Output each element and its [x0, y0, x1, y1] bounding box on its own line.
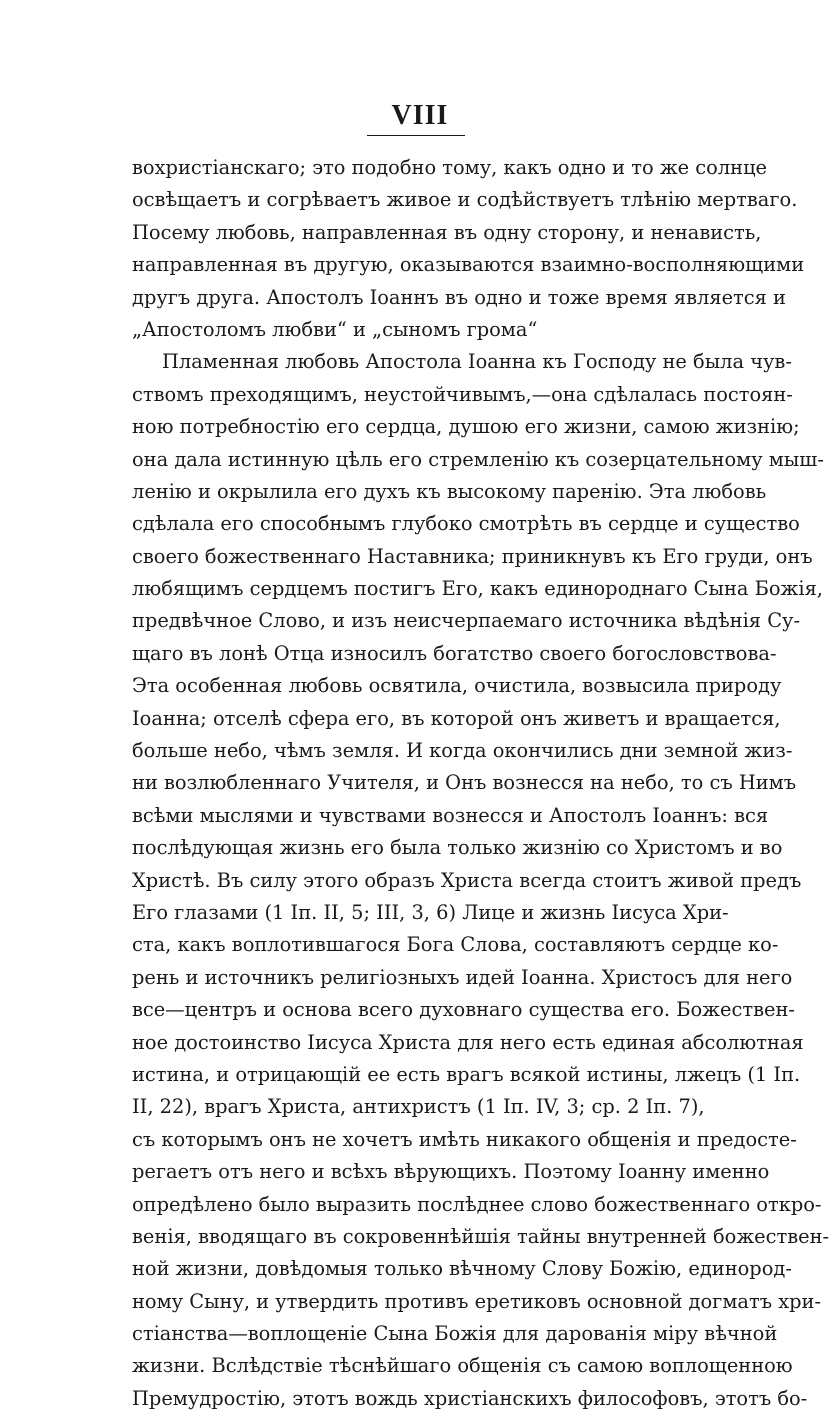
text-line: венія, вводящаго въ сокровеннѣйшія тайны внутренней божествен-: [132, 1224, 830, 1248]
text-line: ною потребностію его сердца, душою его жизни, самою жизнію;: [132, 415, 800, 439]
header-rule: [367, 135, 465, 136]
text-line: сдѣлала его способнымъ глубоко смотрѣть въ сердце и существо: [132, 512, 800, 536]
text-line: стіанства—воплощеніе Сына Божія для дарованія міру вѣчной: [132, 1322, 778, 1346]
text-line: ста, какъ воплотившагося Бога Слова, составляютъ сердце ко-: [132, 933, 779, 957]
text-line: Посему любовь, направленная въ одну сторону, и ненависть,: [132, 220, 762, 244]
text-line: предвѣчное Слово, и изъ неисчерпаемаго источника вѣдѣнія Су-: [132, 609, 801, 633]
text-line: Его глазами (1 Іп. II, 5; III, 3, 6) Лице и жизнь Іисуса Хри-: [132, 900, 729, 924]
page-number: VIII: [391, 100, 449, 131]
text-line: истина, и отрицающій ее есть врагъ всякой истины, лжецъ (1 Іп.: [132, 1062, 801, 1086]
text-line: Іоанна; отселѣ сфера его, въ которой онъ живетъ и вращается,: [132, 706, 781, 730]
text-line: ному Сыну, и утвердить противъ еретиковъ основной догматъ хри-: [132, 1289, 822, 1313]
text-line: рень и источникъ религіозныхъ идей Іоанна. Христосъ для него: [132, 965, 793, 989]
text-line: освѣщаетъ и согрѣваетъ живое и содѣйствуетъ тлѣнію мертваго.: [132, 188, 798, 212]
text-line: опредѣлено было выразить послѣднее слово божественнаго откро-: [132, 1192, 822, 1216]
text-line: Пламенная любовь Апостола Іоанна къ Господу не была чув-: [162, 350, 792, 374]
text-line: всѣми мыслями и чувствами вознесся и Апостолъ Іоаннъ: вся: [132, 803, 769, 827]
text-line: жизни. Вслѣдствіе тѣснѣйшаго общенія съ самою воплощенною: [132, 1354, 793, 1378]
text-line: съ которымъ онъ не хочетъ имѣть никакого общенія и предосте-: [132, 1127, 797, 1151]
text-line: своего божественнаго Наставника; приникнувъ къ Его груди, онъ: [132, 544, 813, 568]
text-line: ни возлюбленнаго Учителя, и Онъ вознесся на небо, то съ Нимъ: [132, 771, 797, 795]
text-line: ной жизни, довѣдомыя только вѣчному Слову Божію, единород-: [132, 1257, 792, 1281]
text-line: ствомъ преходящимъ, неустойчивымъ,—она сдѣлалась постоян-: [132, 382, 793, 406]
text-line: щаго въ лонѣ Отца износилъ богатство своего богословствова-: [132, 641, 777, 665]
text-line: другъ друга. Апостолъ Іоаннъ въ одно и тоже время является и: [132, 285, 786, 309]
text-line: Премудростію, этотъ вождь христіанскихъ философовъ, этотъ бо-: [132, 1386, 808, 1410]
text-line: послѣдующая жизнь его была только жизнію со Христомъ и во: [132, 836, 783, 860]
text-line: II, 22), врагъ Христа, антихристъ (1 Іп. IV, 3; ср. 2 Іп. 7),: [132, 1095, 705, 1119]
body-text: [132, 152, 830, 1415]
text-line: больше небо, чѣмъ земля. И когда окончились дни земной жиз-: [132, 739, 793, 763]
text-line: Эта особенная любовь освятила, очистила, возвысила природу: [132, 674, 782, 698]
text-line: она дала истинную цѣль его стремленію къ созерцательному мыш-: [132, 447, 824, 471]
text-line: Христѣ. Въ силу этого образъ Христа всегда стоитъ живой предъ: [132, 868, 802, 892]
text-line: ленію и окрылила его духъ къ высокому паренію. Эта любовь: [132, 479, 767, 503]
text-line: регаетъ отъ него и всѣхъ вѣрующихъ. Поэтому Іоанну именно: [132, 1160, 770, 1184]
text-line: ное достоинство Іисуса Христа для него есть единая абсолютная: [132, 1030, 804, 1054]
text-line: направленная въ другую, оказываются взаимно-восполняющими: [132, 253, 805, 277]
text-line: вохристіанскаго; это подобно тому, какъ одно и то же солнце: [132, 156, 768, 179]
text-line: любящимъ сердцемъ постигъ Его, какъ единороднаго Сына Божія,: [132, 577, 823, 601]
text-line: „Апостоломъ любви“ и „сыномъ грома“: [132, 317, 538, 341]
text-line: все—центръ и основа всего духовнаго существа его. Божествен-: [132, 998, 795, 1022]
